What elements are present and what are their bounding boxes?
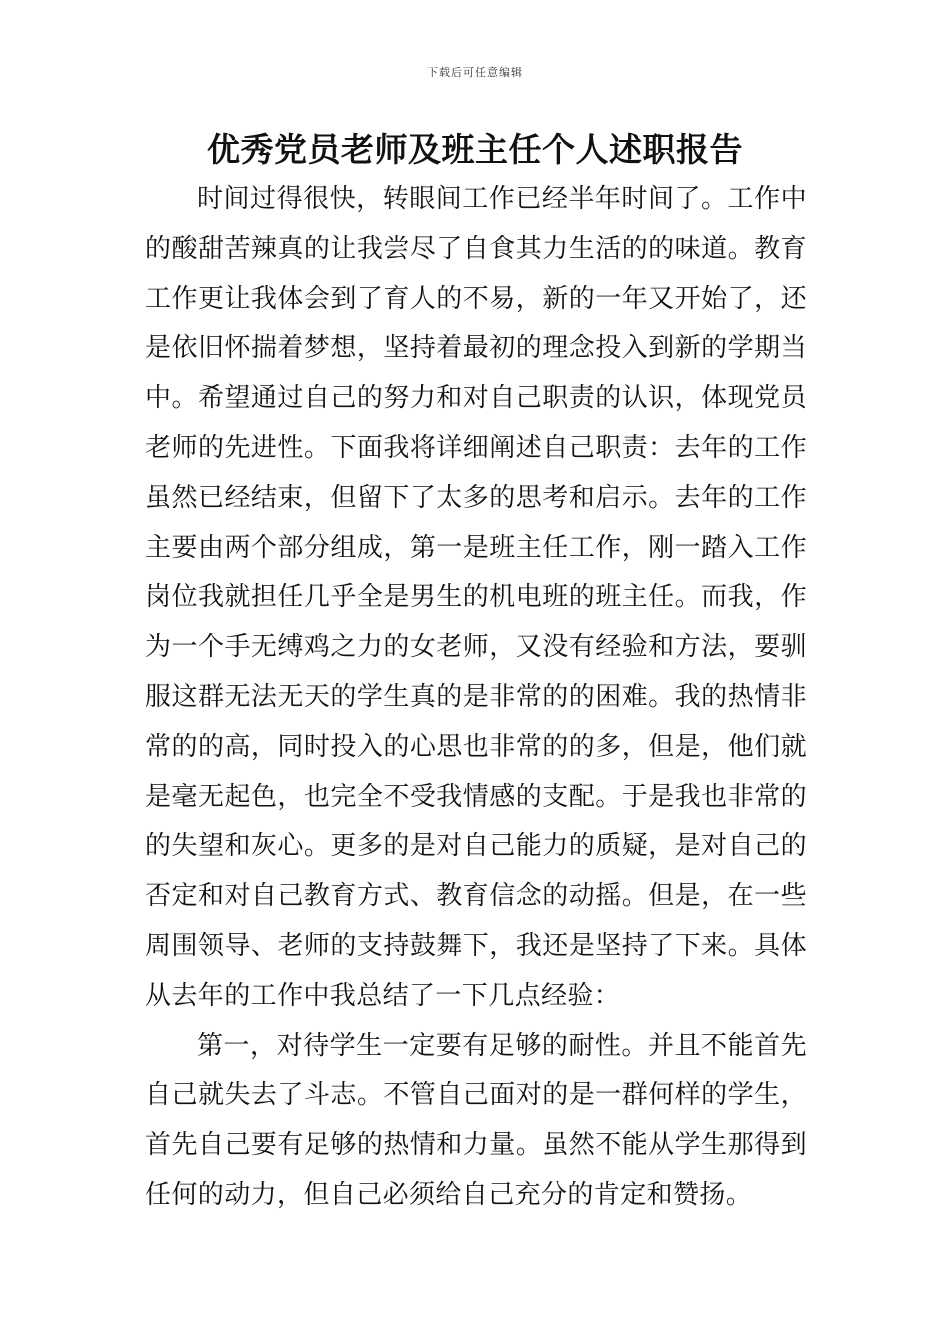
document-body bbox=[145, 175, 807, 1221]
document-title: 优秀党员老师及班主任个人述职报告 bbox=[207, 130, 743, 169]
header-note: 下载后可任意编辑 bbox=[427, 66, 523, 79]
paragraph-2: 第一，对待学生一定要有足够的耐性。并且不能首先自己就失去了斗志。不管自己面对的是一群何样的学生，首先自己要有足够的热情和力量。虽然不能从学生那得到任何的动力，但自己必须给自己充分的肯定和赞扬。 bbox=[145, 1030, 807, 1210]
paragraph-1: 时间过得很快，转眼间工作已经半年时间了。工作中的酸甜苦辣真的让我尝尽了自食其力生活的的味道。教育工作更让我体会到了育人的不易，新的一年又开始了，还是依旧怀揣着梦想，坚持着最初的理念投入到新的学期当中。希望通过自己的努力和对自己职责的认识，体现党员老师的先进性。下面我将详细阐述自己职责：去年的工作虽然已经结束，但留下了太多的思考和启示。去年的工作主要由两个部分组成，第一是班主任工作，刚一踏入工作岗位我就担任几乎全是男生的机电班的班主任。而我，作为一个手无缚鸡之力的女老师，又没有经验和方法，要驯服这群无法无天的学生真的是非常的的困难。我的热情非常的的高，同时投入的心思也非常的的多，但是，他们就是毫无起色，也完全不受我情感的支配。于是我也非常的的失望和灰心。更多的是对自己能力的质疑，是对自己的否定和对自己教育方式、教育信念的动摇。但是，在一些周围领导、老师的支持鼓舞下，我还是坚持了下来。具体从去年的工作中我总结了一下几点经验： bbox=[145, 184, 807, 1011]
